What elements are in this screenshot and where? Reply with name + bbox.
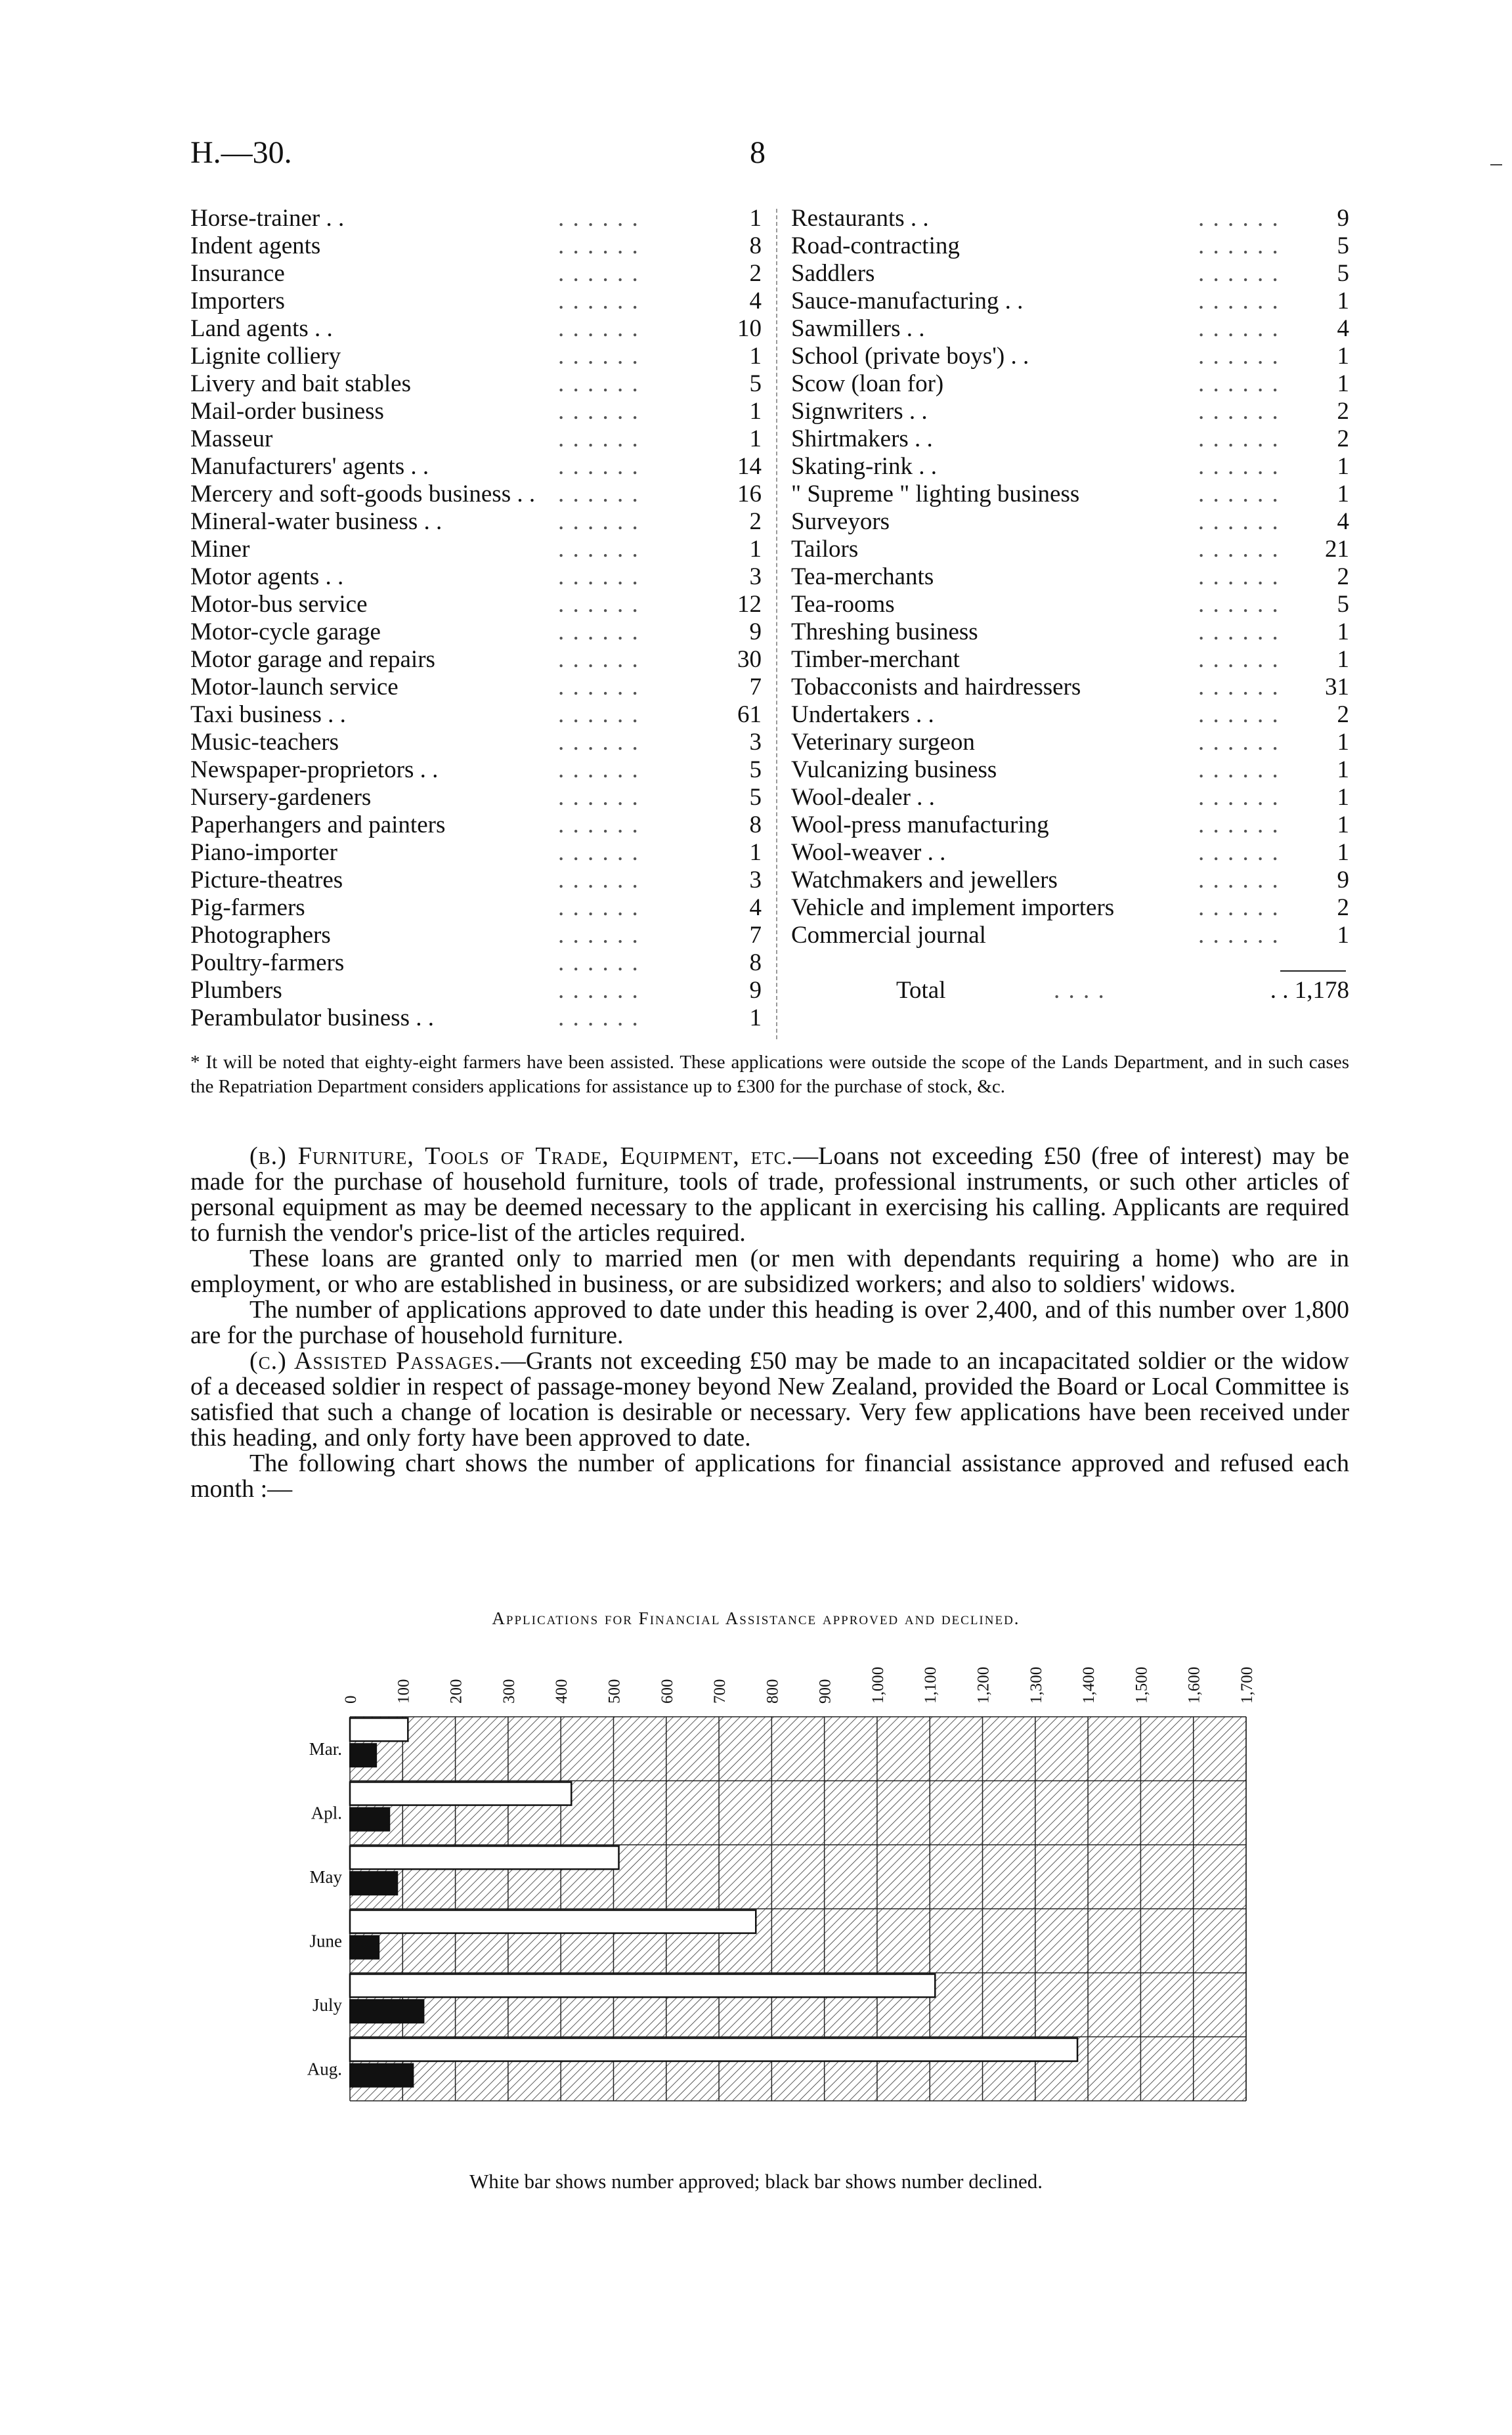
leader-dots: . . . . . . <box>1198 756 1280 783</box>
item-name: Horse-trainer . . <box>190 205 345 232</box>
leader-dots: . . . . . . <box>1198 288 1280 314</box>
leader-dots: . . . . . . <box>1198 922 1280 949</box>
x-tick-label: 600 <box>658 1679 676 1704</box>
item-count: 2 <box>1337 894 1349 921</box>
item-name: Sawmillers . . <box>791 315 925 342</box>
leader-dots: . . . . . . <box>558 205 639 232</box>
leader-dots: . . . . . . <box>558 288 639 314</box>
leader-dots: . . . . . . <box>558 260 639 287</box>
declined-bar <box>350 2000 423 2023</box>
item-count: 7 <box>749 922 762 949</box>
total-rule <box>1280 970 1346 972</box>
declined-bar <box>350 1744 376 1767</box>
item-name: Vulcanizing business <box>791 756 997 783</box>
item-count: 61 <box>737 701 762 728</box>
chart-intro: The following chart shows the number of applications for financial assistance approved and refused each month :— <box>190 1450 1349 1503</box>
item-name: Vehicle and implement importers <box>791 894 1115 921</box>
item-name: Shirtmakers . . <box>791 425 933 452</box>
leader-dots: . . . . . . <box>558 370 639 397</box>
chart-caption: White bar shows number approved; black bar shows number declined. <box>469 2170 1043 2193</box>
leader-dots: . . . . . . <box>558 811 639 838</box>
month-label: Aug. <box>307 2059 342 2079</box>
item-count: 7 <box>749 674 762 700</box>
item-count: 16 <box>737 481 762 507</box>
approved-bar <box>350 1782 571 1805</box>
item-name: Wool-weaver . . <box>791 839 946 866</box>
x-tick-label: 400 <box>553 1679 571 1704</box>
item-count: 12 <box>737 591 762 618</box>
item-name: Scow (loan for) <box>791 370 944 397</box>
leader-dots: . . . . . . <box>558 646 639 673</box>
item-count: 2 <box>1337 701 1349 728</box>
x-tick-label: 1,500 <box>1133 1666 1151 1704</box>
x-tick-label: 1,200 <box>974 1666 993 1704</box>
item-count: 1 <box>1337 288 1349 314</box>
leader-dots: . . . . . . <box>558 618 639 645</box>
item-count: 9 <box>1337 867 1349 894</box>
leader-dots: . . . . . . <box>558 949 639 976</box>
item-name: Miner <box>190 536 250 563</box>
item-name: Lignite colliery <box>190 343 341 370</box>
item-count: 3 <box>749 729 762 756</box>
page-reference: H.—30. <box>190 135 292 170</box>
item-count: 2 <box>1337 398 1349 425</box>
item-count: 9 <box>1337 205 1349 232</box>
item-count: 4 <box>1337 508 1349 535</box>
leader-dots: . . . . . . <box>558 894 639 921</box>
leader-dots: . . . . . . <box>558 563 639 590</box>
leader-dots: . . . . . . <box>558 977 639 1004</box>
leader-dots: . . . . . . <box>1198 591 1280 618</box>
leader-dots: . . . . . . <box>1198 563 1280 590</box>
item-count: 5 <box>749 756 762 783</box>
item-count: 2 <box>1337 425 1349 452</box>
item-name: Wool-press manufacturing <box>791 811 1049 838</box>
item-count: 5 <box>749 370 762 397</box>
leader-dots: . . . . . . <box>1198 646 1280 673</box>
item-name: Plumbers <box>190 977 282 1004</box>
item-count: 4 <box>1337 315 1349 342</box>
item-count: 9 <box>749 618 762 645</box>
item-name: Newspaper-proprietors . . <box>190 756 439 783</box>
item-count: 2 <box>1337 563 1349 590</box>
x-tick-label: 1,000 <box>869 1666 887 1704</box>
month-label: May <box>309 1866 342 1887</box>
x-tick-label: 200 <box>447 1679 465 1704</box>
item-count: 1 <box>1337 481 1349 507</box>
item-name: Piano-importer <box>190 839 338 866</box>
item-name: Sauce-manufacturing . . <box>791 288 1024 314</box>
declined-bar <box>350 1808 389 1831</box>
item-count: 1 <box>1337 343 1349 370</box>
item-count: 1 <box>749 1004 762 1031</box>
item-count: 2 <box>749 260 762 287</box>
item-name: Undertakers . . <box>791 701 934 728</box>
x-tick-label: 0 <box>342 1695 360 1704</box>
item-name: Perambulator business . . <box>190 1004 434 1031</box>
item-name: Importers <box>190 288 285 314</box>
item-name: Wool-dealer . . <box>791 784 935 811</box>
leader-dots: . . . . . . <box>558 756 639 783</box>
leader-dots: . . . . . . <box>1198 701 1280 728</box>
item-count: 5 <box>1337 260 1349 287</box>
item-count: 3 <box>749 563 762 590</box>
item-name: Tobacconists and hairdressers <box>791 674 1081 700</box>
item-count: 1 <box>1337 618 1349 645</box>
item-count: 10 <box>737 315 762 342</box>
item-name: Pig-farmers <box>190 894 305 921</box>
item-name: Masseur <box>190 425 273 452</box>
item-name: Watchmakers and jewellers <box>791 867 1058 894</box>
item-name: Music-teachers <box>190 729 339 756</box>
leader-dots: . . . . . . <box>558 1004 639 1031</box>
section-b-paragraph-3: The number of applications approved to date under this heading is over 2,400, and of this number over 1,800 are for the purchase of household furniture. <box>190 1296 1349 1349</box>
section-c-text: —Grants not exceeding £50 may be made to an incapacitated soldier or the widow of a deceased soldier in respect of passage-money beyond New Zealand, provided the Board or Local Committee is satisfied that such a change of location is desirable or necessary. Very few applications have been received under this heading, and only forty have been approved to date. <box>190 1347 1350 1452</box>
declined-bar <box>350 2064 413 2087</box>
x-tick-label: 700 <box>711 1679 729 1704</box>
leader-dots: . . . . . . <box>1198 425 1280 452</box>
item-name: Tailors <box>791 536 859 563</box>
leader-dots: . . . . . . <box>558 839 639 866</box>
approved-bar <box>350 1718 408 1741</box>
item-name: Surveyors <box>791 508 890 535</box>
total-label: Total <box>896 977 946 1004</box>
leader-dots: . . . . . . <box>558 674 639 700</box>
item-count: 1 <box>749 425 762 452</box>
item-name: Insurance <box>190 260 285 287</box>
item-count: 1 <box>749 536 762 563</box>
item-count: 1 <box>1337 370 1349 397</box>
item-name: Photographers <box>190 922 331 949</box>
total-value: . . 1,178 <box>1270 977 1349 1004</box>
item-count: 14 <box>737 453 762 480</box>
leader-dots: . . . . . . <box>1198 618 1280 645</box>
leader-dots: . . . . . . <box>1198 894 1280 921</box>
item-name: Motor-launch service <box>190 674 399 700</box>
item-count: 1 <box>1337 922 1349 949</box>
item-count: 1 <box>1337 646 1349 673</box>
approved-bar <box>350 1846 619 1869</box>
leader-dots: . . . . . . <box>1198 260 1280 287</box>
item-count: 1 <box>749 839 762 866</box>
leader-dots: . . . . . . <box>1198 674 1280 700</box>
item-count: 4 <box>749 894 762 921</box>
item-name: Poultry-farmers <box>190 949 345 976</box>
declined-bar <box>350 1872 397 1895</box>
item-count: 3 <box>749 867 762 894</box>
x-tick-label: 800 <box>764 1679 782 1704</box>
item-count: 1 <box>1337 729 1349 756</box>
item-name: Motor-bus service <box>190 591 368 618</box>
item-name: Motor-cycle garage <box>190 618 381 645</box>
leader-dots: . . . . . . <box>558 481 639 507</box>
item-name: Skating-rink . . <box>791 453 937 480</box>
leader-dots: . . . . . . <box>558 784 639 811</box>
item-name: " Supreme " lighting business <box>791 481 1080 507</box>
leader-dots: . . . . . . <box>558 315 639 342</box>
section-b-text: —Loans not exceeding £50 (free of interest) may be made for the purchase of household furniture, tools of trade, professional instruments, or such other articles of personal equipment as may be deemed necessary to the applicant in exercising his calling. Applicants are required to furnish the vendor's price-list of the articles required. <box>190 1142 1349 1247</box>
leader-dots: . . . . . . <box>558 591 639 618</box>
item-name: Tea-merchants <box>791 563 934 590</box>
x-tick-label: 1,700 <box>1238 1666 1256 1704</box>
item-name: Taxi business . . <box>190 701 346 728</box>
item-count: 1 <box>1337 756 1349 783</box>
item-name: Signwriters . . <box>791 398 928 425</box>
item-name: Motor agents . . <box>190 563 344 590</box>
item-count: 1 <box>1337 453 1349 480</box>
leader-dots: . . . . . . <box>1198 536 1280 563</box>
item-count: 5 <box>1337 591 1349 618</box>
item-count: 9 <box>749 977 762 1004</box>
x-tick-label: 1,300 <box>1027 1666 1045 1704</box>
leader-dots: . . . . . . <box>558 425 639 452</box>
item-name: Mercery and soft-goods business . . <box>190 481 536 507</box>
section-b-heading: (b.) Furniture, Tools of Trade, Equipment, etc. <box>249 1142 794 1170</box>
item-name: Restaurants . . <box>791 205 929 232</box>
item-name: School (private boys') . . <box>791 343 1029 370</box>
x-tick-label: 1,100 <box>922 1666 940 1704</box>
item-count: 31 <box>1325 674 1349 700</box>
item-name: Manufacturers' agents . . <box>190 453 429 480</box>
leader-dots: . . . . . . <box>558 729 639 756</box>
leader-dots: . . . . . . <box>1198 343 1280 370</box>
item-name: Commercial journal <box>791 922 986 949</box>
item-count: 1 <box>1337 839 1349 866</box>
item-count: 8 <box>749 232 762 259</box>
leader-dots: . . . . . . <box>1198 729 1280 756</box>
item-count: 8 <box>749 949 762 976</box>
item-name: Indent agents <box>190 232 321 259</box>
leader-dots: . . . . . . <box>1198 315 1280 342</box>
x-tick-label: 500 <box>605 1679 624 1704</box>
item-name: Nursery-gardeners <box>190 784 372 811</box>
leader-dots: . . . . . . <box>1198 370 1280 397</box>
leader-dots: . . . . . . <box>1198 398 1280 425</box>
footnote: * It will be noted that eighty-eight farmers have been assisted. These applications were outside the scope of the Lands Department, and in such cases the Repatriation Department considers applications for assistance up to £300 for the purchase of stock, &c. <box>190 1052 1349 1097</box>
item-name: Picture-theatres <box>190 867 343 894</box>
item-count: 4 <box>749 288 762 314</box>
item-name: Threshing business <box>791 618 978 645</box>
leader-dots: . . . . . . <box>558 453 639 480</box>
item-count: 1 <box>749 343 762 370</box>
x-tick-label: 900 <box>816 1679 834 1704</box>
item-count: 1 <box>1337 811 1349 838</box>
section-b-paragraph-2: These loans are granted only to married men (or men with dependants requiring a home) who are in employment, or who are established in business, or are subsidized workers; and also to soldiers' widows. <box>190 1245 1349 1298</box>
leader-dots: . . . . <box>1054 977 1106 1004</box>
item-name: Motor garage and repairs <box>190 646 435 673</box>
item-name: Livery and bait stables <box>190 370 411 397</box>
month-label: Mar. <box>309 1738 342 1759</box>
item-name: Mail-order business <box>190 398 384 425</box>
section-c-heading: (c.) Assisted Passages. <box>249 1347 501 1375</box>
item-count: 21 <box>1325 536 1349 563</box>
item-count: 8 <box>749 811 762 838</box>
item-name: Mineral-water business . . <box>190 508 443 535</box>
x-tick-label: 300 <box>500 1679 518 1704</box>
x-tick-label: 1,400 <box>1080 1666 1098 1704</box>
leader-dots: . . . . . . <box>1198 205 1280 232</box>
leader-dots: . . . . . . <box>558 536 639 563</box>
leader-dots: . . . . . . <box>558 508 639 535</box>
item-name: Timber-merchant <box>791 646 960 673</box>
item-name: Paperhangers and painters <box>190 811 446 838</box>
item-count: 2 <box>749 508 762 535</box>
month-label: July <box>312 1994 342 2015</box>
item-count: 30 <box>737 646 762 673</box>
approved-bar <box>350 1974 935 1997</box>
page-number: 8 <box>750 135 766 170</box>
item-name: Tea-rooms <box>791 591 895 618</box>
leader-dots: . . . . . . <box>1198 508 1280 535</box>
approved-bar <box>350 1910 756 1933</box>
item-count: 5 <box>749 784 762 811</box>
chart-title: Applications for Financial Assistance approved and declined. <box>492 1608 1020 1628</box>
approved-bar <box>350 2038 1077 2061</box>
item-name: Land agents . . <box>190 315 333 342</box>
x-tick-label: 100 <box>395 1679 413 1704</box>
item-name: Veterinary surgeon <box>791 729 975 756</box>
item-count: 1 <box>749 205 762 232</box>
leader-dots: . . . . . . <box>1198 784 1280 811</box>
leader-dots: . . . . . . <box>1198 481 1280 507</box>
item-count: 1 <box>1337 784 1349 811</box>
leader-dots: . . . . . . <box>558 398 639 425</box>
leader-dots: . . . . . . <box>558 232 639 259</box>
x-tick-label: 1,600 <box>1185 1666 1203 1704</box>
leader-dots: . . . . . . <box>1198 232 1280 259</box>
month-label: Apl. <box>311 1803 342 1823</box>
item-count: 5 <box>1337 232 1349 259</box>
item-name: Saddlers <box>791 260 875 287</box>
leader-dots: . . . . . . <box>558 867 639 894</box>
leader-dots: . . . . . . <box>1198 867 1280 894</box>
month-label: June <box>309 1931 342 1951</box>
leader-dots: . . . . . . <box>558 922 639 949</box>
leader-dots: . . . . . . <box>558 701 639 728</box>
item-count: 1 <box>749 398 762 425</box>
leader-dots: . . . . . . <box>1198 453 1280 480</box>
leader-dots: . . . . . . <box>1198 811 1280 838</box>
leader-dots: . . . . . . <box>558 343 639 370</box>
leader-dots: . . . . . . <box>1198 839 1280 866</box>
declined-bar <box>350 1936 379 1959</box>
item-name: Road-contracting <box>791 232 960 259</box>
